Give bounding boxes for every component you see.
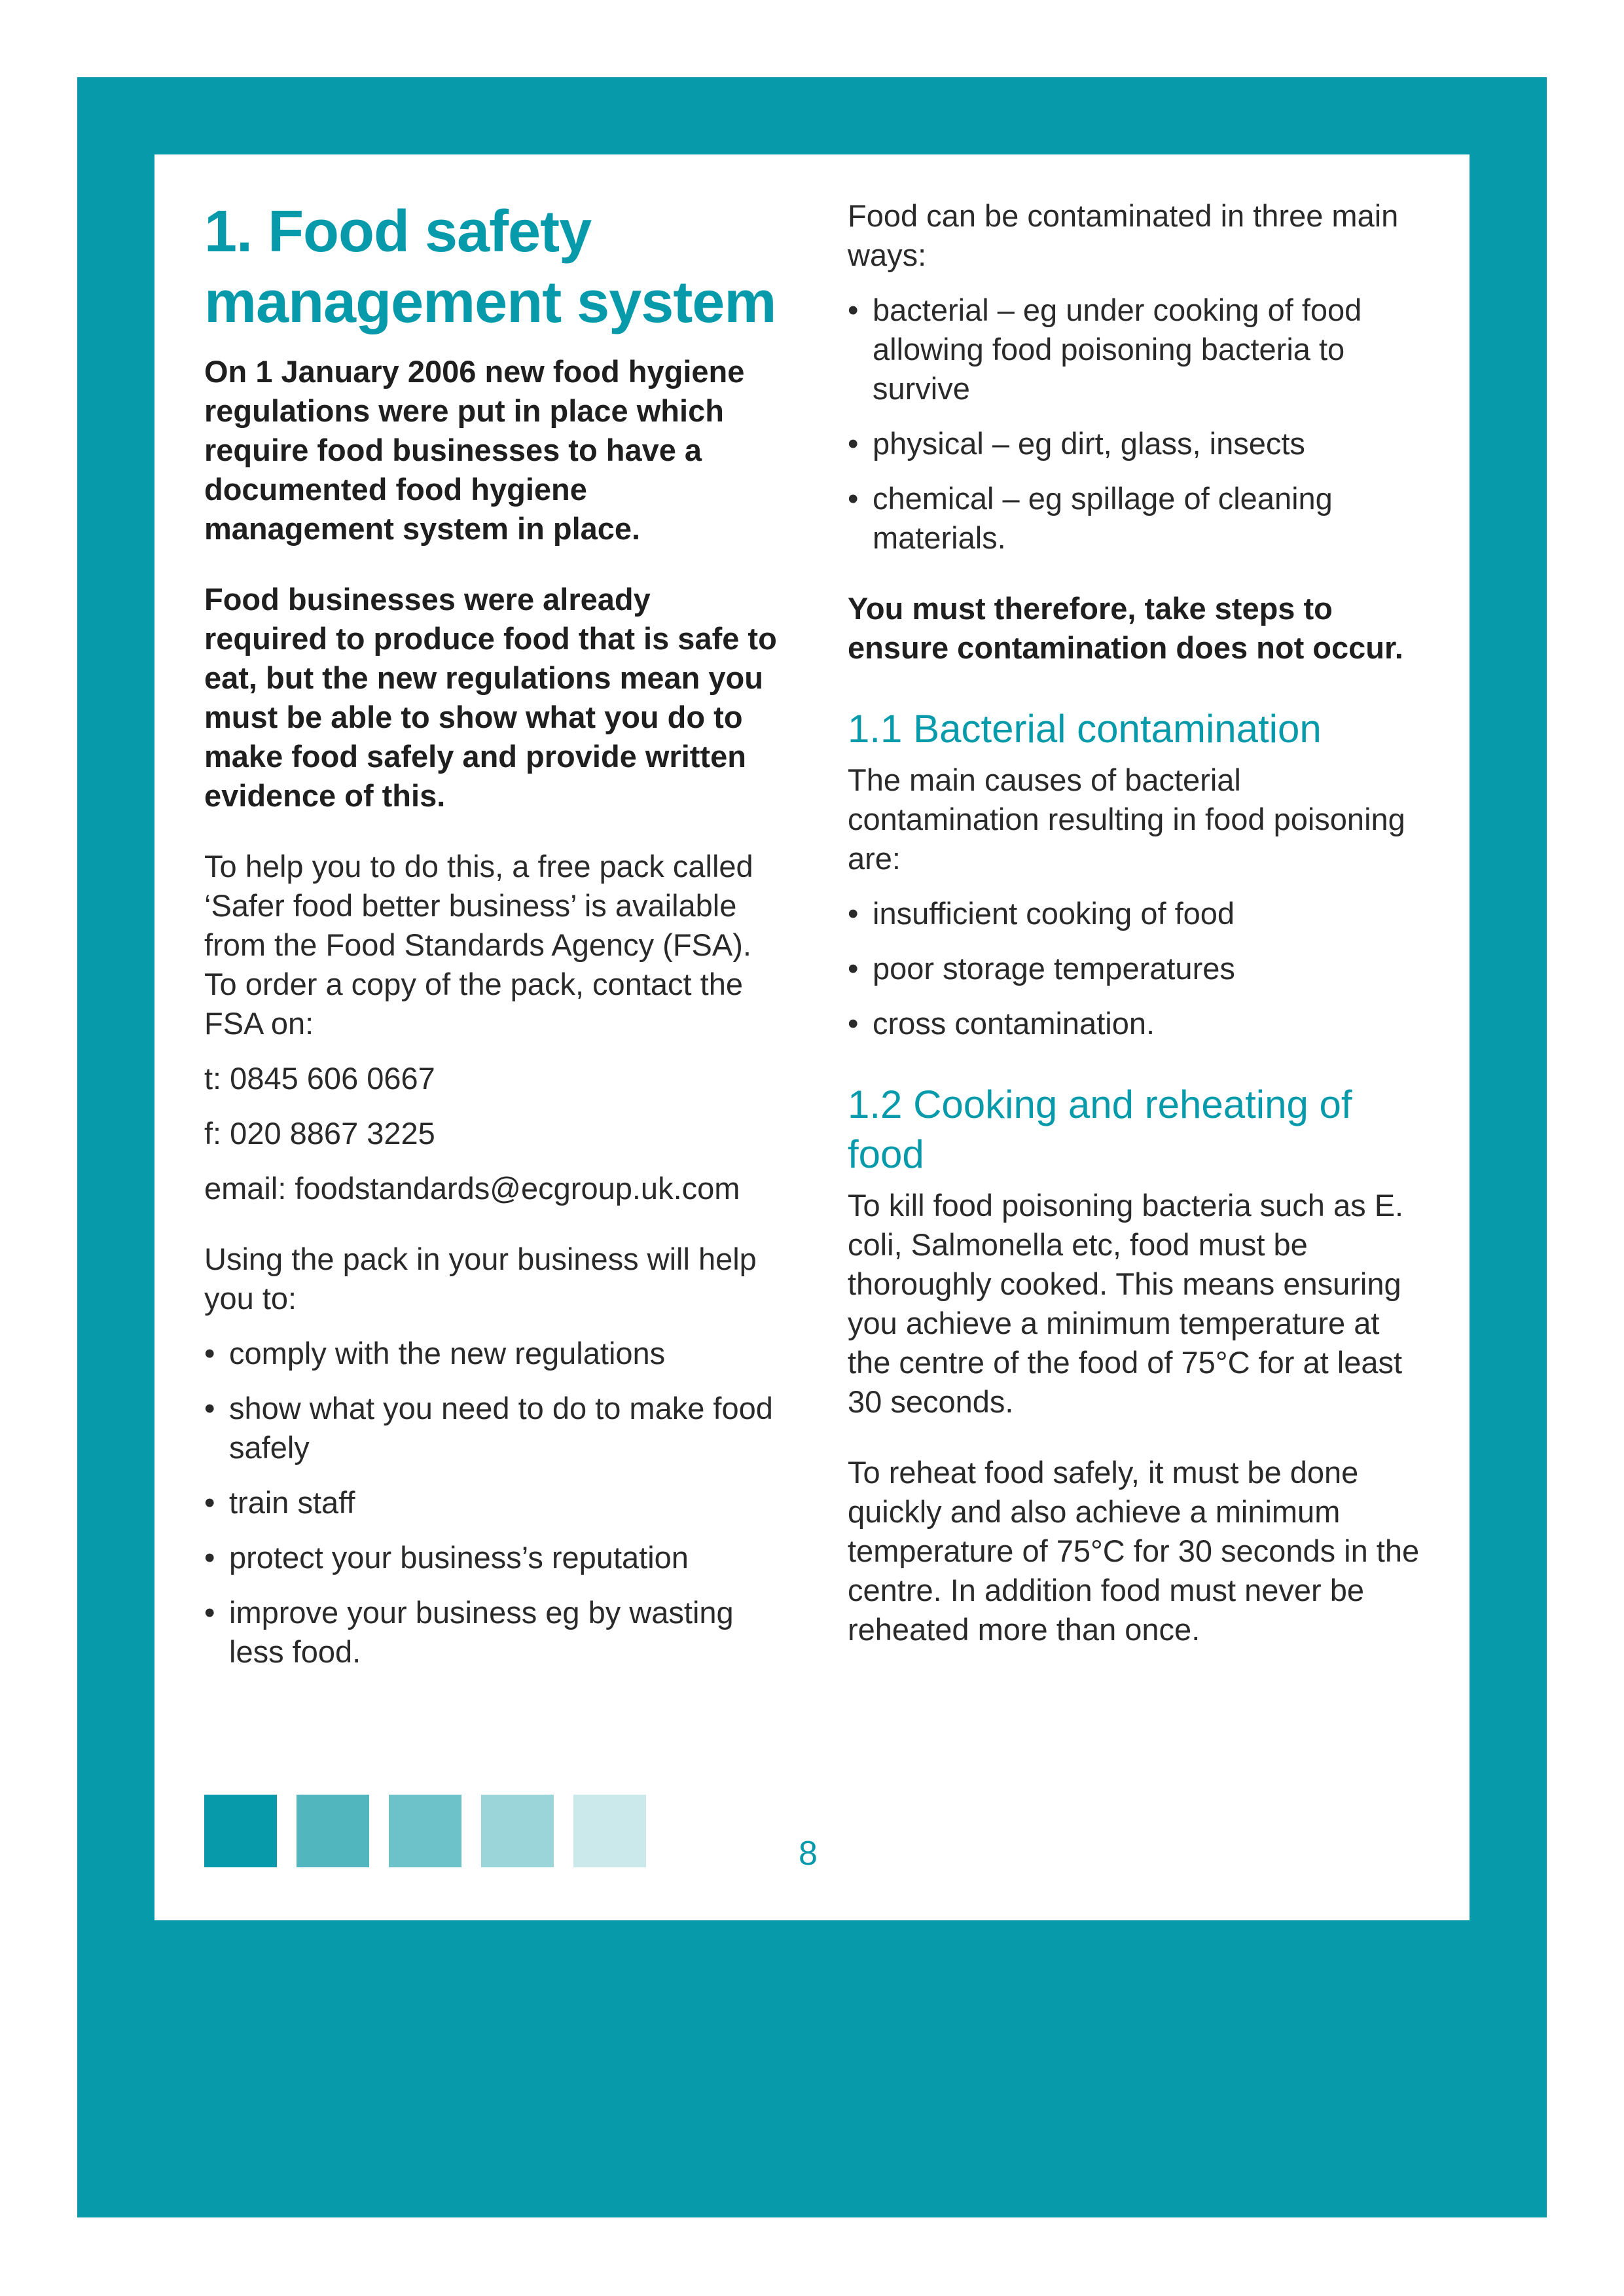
list-item: • chemical – eg spillage of cleaning materials. — [848, 479, 1424, 558]
left-column — [204, 196, 780, 1687]
pack-usage-paragraph: Using the pack in your business will help you to: — [204, 1242, 757, 1316]
cooking-paragraph: To kill food poisoning bacteria such as E. coli, Salmonella etc, food must be thoroughly cooked. This means ensuring you achieve a minimum temperature at the centre of the food of 75°C for at least 30 seconds. — [848, 1188, 1404, 1419]
square-swatch — [389, 1795, 461, 1867]
pack-info-paragraph: To help you to do this, a free pack called ‘Safer food better business’ is available from the Food Standards Agency (FSA). To order a copy of the pack, contact the FSA on: — [204, 849, 753, 1041]
fax-number: f: 020 8867 3225 — [204, 1116, 435, 1151]
page-title: 1. Food safety management system — [204, 199, 776, 335]
phone-number: t: 0845 606 0667 — [204, 1061, 435, 1096]
list-item: • bacterial – eg under cooking of food allowing food poisoning bacteria to survive — [848, 291, 1424, 408]
contamination-types-list — [848, 291, 1424, 558]
list-item: • insufficient cooking of food — [848, 894, 1424, 933]
section-heading-cooking: 1.2 Cooking and reheating of food — [848, 1083, 1352, 1176]
list-item: • cross contamination. — [848, 1004, 1424, 1043]
bacterial-causes-list — [848, 894, 1424, 1043]
reheating-paragraph: To reheat food safely, it must be done quickly and also achieve a minimum temperature of 75°C for 30 seconds in the centre. In addition food must never be reheated more than once. — [848, 1455, 1420, 1647]
email-address: email: foodstandards@ecgroup.uk.com — [204, 1171, 740, 1206]
square-swatch — [481, 1795, 554, 1867]
list-item: • train staff — [204, 1483, 780, 1522]
lead-paragraph-2: Food businesses were already required to produce food that is safe to eat, but the new regulations mean you must be able to show what you do to make food safely and provide written evidence of this. — [204, 582, 777, 813]
list-item: • poor storage temperatures — [848, 949, 1424, 988]
pack-benefits-list — [204, 1334, 780, 1672]
square-swatch — [204, 1795, 277, 1867]
list-item: • physical – eg dirt, glass, insects — [848, 424, 1424, 463]
list-item: • show what you need to do to make food safely — [204, 1389, 780, 1467]
square-swatch — [297, 1795, 369, 1867]
square-swatch — [573, 1795, 646, 1867]
contamination-emphasis: You must therefore, take steps to ensure contamination does not occur. — [848, 591, 1403, 665]
lead-paragraph-1: On 1 January 2006 new food hygiene regulations were put in place which require food businesses to have a documented food hygiene management system in place. — [204, 354, 745, 546]
list-item: • comply with the new regulations — [204, 1334, 780, 1373]
page-number: 8 — [799, 1835, 818, 1873]
contamination-intro: Food can be contaminated in three main ways: — [848, 198, 1399, 272]
bacterial-paragraph: The main causes of bacterial contamination resulting in food poisoning are: — [848, 762, 1405, 876]
section-heading-bacterial: 1.1 Bacterial contamination — [848, 707, 1322, 751]
list-item: • protect your business’s reputation — [204, 1538, 780, 1577]
right-column — [848, 196, 1424, 1665]
list-item: • improve your business eg by wasting less food. — [204, 1593, 780, 1672]
